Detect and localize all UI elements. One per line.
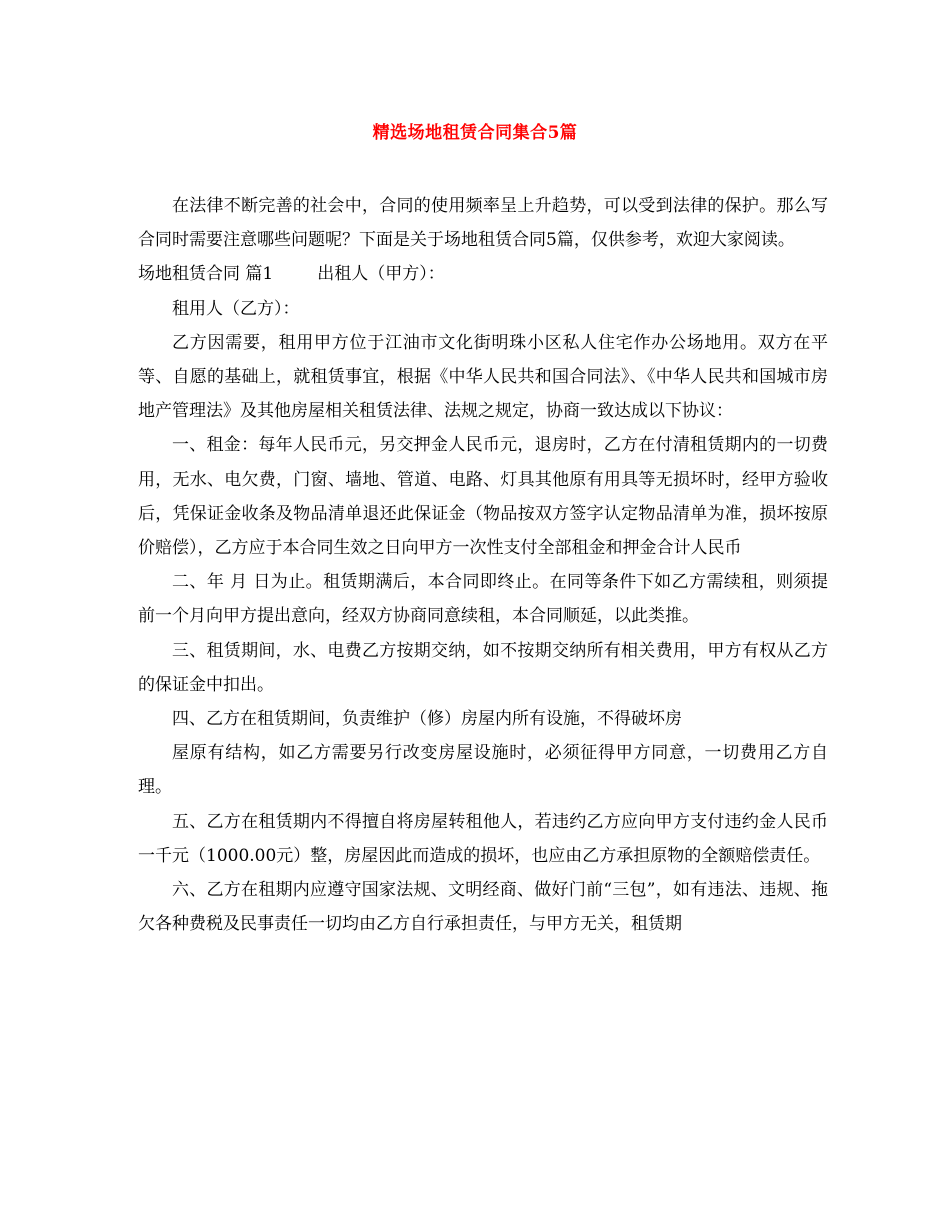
clause-6-compliance: 六、乙方在租期内应遵守国家法规、文明经商、做好门前“三包”，如有违法、违规、拖欠各种费税及民事责任一切均由乙方自行承担责任，与甲方无关，租赁期 (138, 880, 828, 935)
clause-preamble: 乙方因需要，租用甲方位于江油市文化街明珠小区私人住宅作办公场地用。双方在平等、自愿的基础上，就租赁事宜，根据《中华人民共和国合同法》、《中华人民共和国城市房地产管理法》及其他房屋相关租赁法律、法规之规定，协商一致达成以下协议： (138, 332, 828, 422)
lessee-label: 租用人（乙方）： (172, 298, 300, 319)
document-title: 精选场地租赁合同集合5篇 (372, 123, 578, 143)
lessor-label: 出租人（甲方）： (317, 264, 445, 285)
clause-5-sublease: 五、乙方在租赁期内不得擅自将房屋转租他人，若违约乙方应向甲方支付违约金人民币一千元（1000.00元）整，房屋因此而造成的损坏，也应由乙方承担原物的全额赔偿责任。 (138, 811, 828, 866)
clause-1-rent: 一、租金：每年人民币元，另交押金人民币元，退房时，乙方在付清租赁期内的一切费用，无水、电欠费，门窗、墙地、管道、电路、灯具其他原有用具等无损坏时，经甲方验收后，凭保证金收条及物品清单退还此保证金（物品按双方签字认定物品清单为准，损坏按原价赔偿），乙方应于本合同生效之日向甲方一次性支付全部租金和押金合计人民币 (138, 435, 828, 559)
clause-2-term: 二、年 月 日为止。租赁期满后，本合同即终止。在同等条件下如乙方需续租，则须提前一个月向甲方提出意向，经双方协商同意续租，本合同顺延，以此类推。 (138, 572, 828, 627)
clause-4-continued: 屋原有结构，如乙方需要另行改变房屋设施时，必须征得甲方同意，一切费用乙方自理。 (138, 743, 828, 798)
contract-heading-line (138, 257, 828, 291)
document-body (138, 189, 828, 941)
contract-heading: 场地租赁合同 篇1 (138, 264, 274, 285)
intro-paragraph: 在法律不断完善的社会中，合同的使用频率呈上升趋势，可以受到法律的保护。那么写合同时需要注意哪些问题呢？下面是关于场地租赁合同5篇，仅供参考，欢迎大家阅读。 (138, 196, 828, 251)
clause-4-maintenance: 四、乙方在租赁期间，负责维护（修）房屋内所有设施，不得破坏房 (172, 709, 682, 730)
clause-3-utilities: 三、租赁期间，水、电费乙方按期交纳，如不按期交纳所有相关费用，甲方有权从乙方的保证金中扣出。 (138, 640, 828, 695)
